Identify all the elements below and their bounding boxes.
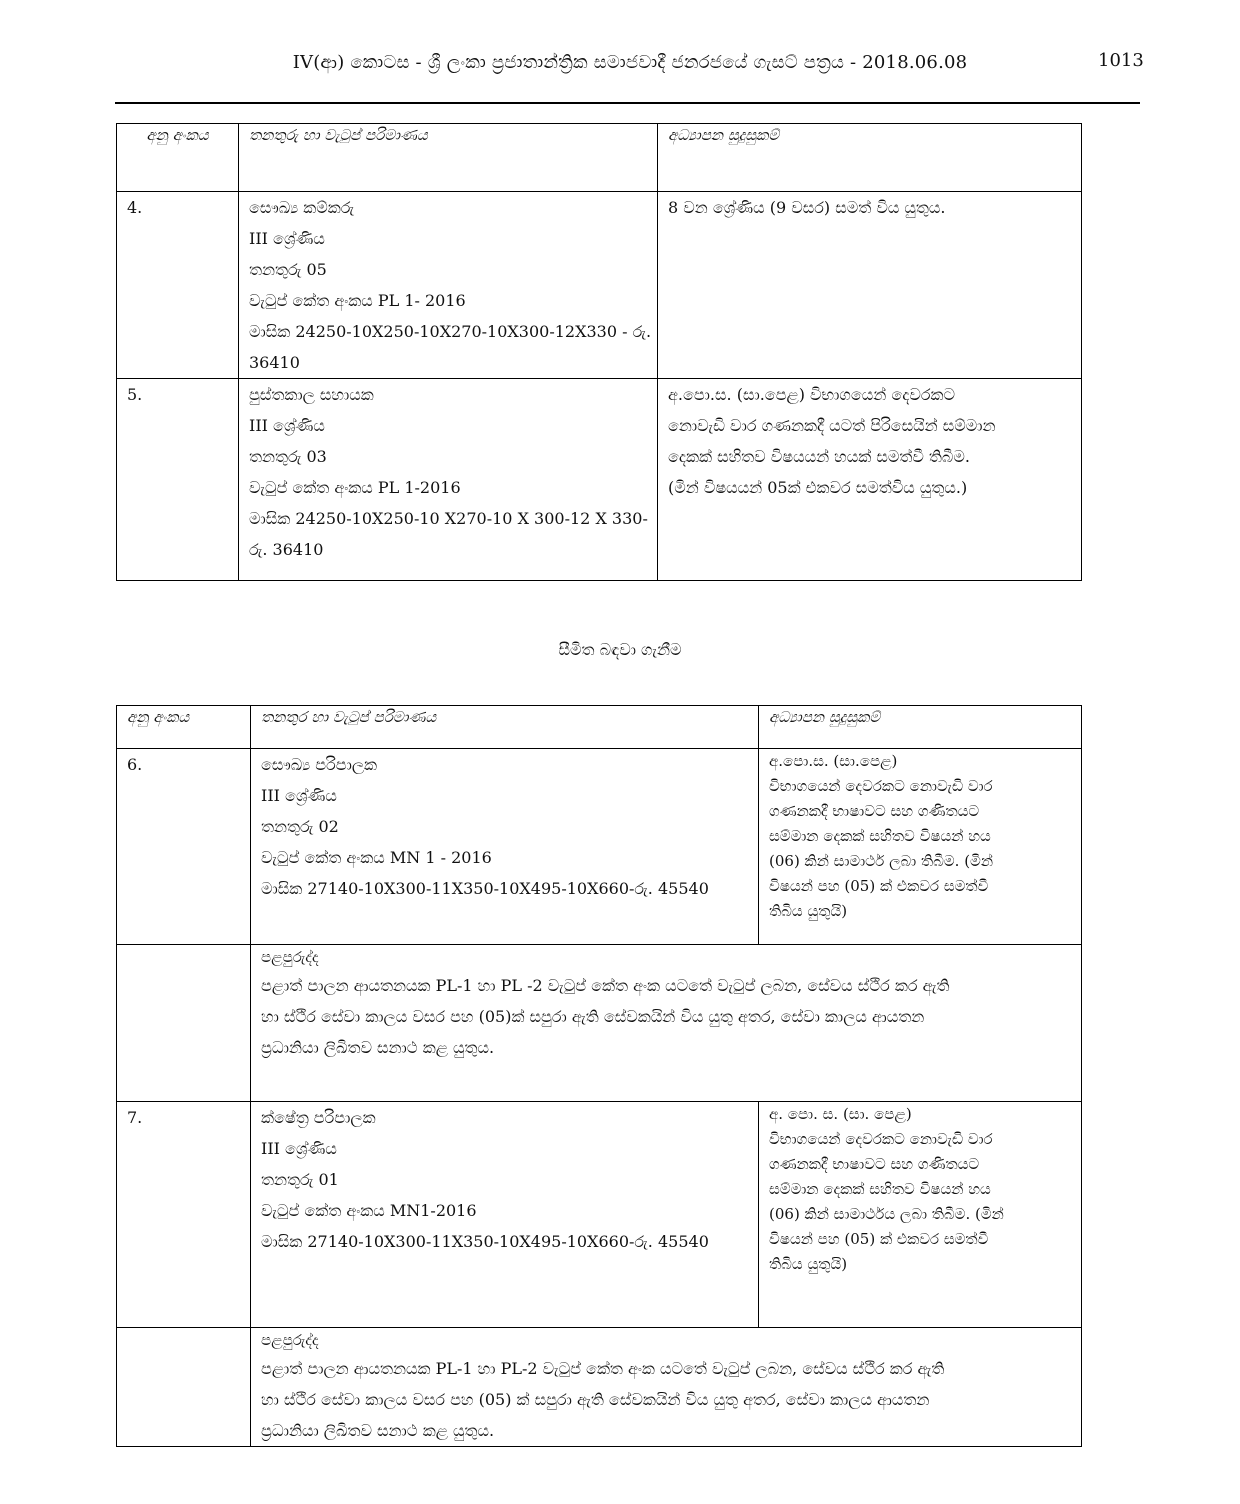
qualification-text: තිබිය යුතුයි) (769, 902, 848, 920)
table-row (117, 379, 1082, 581)
qualifications-cell (759, 749, 1082, 945)
qualification-text: සම්මාන දෙකක් සහිතව විෂයන් හය (769, 827, 991, 845)
empty-serial-cell (117, 1328, 251, 1447)
page-number: 1013 (1098, 50, 1144, 71)
post-grade: III ශ්‍රේණිය (261, 786, 337, 805)
experience-text: පළාත් පාලන ආයතනයක PL-1 හා PL -2 වැටුප් කේත අංක යටතේ වැටුප් ලබන, සේවය ස්ථිර කර ඇති (261, 976, 950, 995)
salary-code: වැටුප් කේත අංකය MN 1 - 2016 (261, 848, 492, 867)
experience-title: පළපුරුද්ද (261, 948, 319, 966)
experience-text: ප්‍රධානියා ලිඛිතව සනාථ කළ යුතුය. (261, 1421, 495, 1440)
table-header-row (117, 124, 1082, 192)
qualification-text: (06) කින් සාමාර්ථය ලබා තිබීම. (මින් (769, 1205, 1004, 1223)
qualifications-cell (759, 1102, 1082, 1328)
post-name: සෞඛ්‍ය කම්කරු (249, 198, 355, 217)
table-row (117, 1102, 1082, 1328)
salary-scale: මාසික 27140-10X300-11X350-10X495-10X660-රු. 45540 (261, 1232, 709, 1251)
qualification-text: විභාගයෙන් දෙවරකට නොවැඩි වාර (769, 777, 993, 795)
salary-code: වැටුප් කේත අංකය PL 1- 2016 (249, 291, 466, 310)
salary-scale: මාසික 24250-10X250-10X270-10X300-12X330 - රු. (249, 322, 652, 341)
post-vacancies: තනතුරු 03 (249, 447, 327, 466)
serial-number: 6. (117, 749, 251, 945)
column-header-qualifications: අධ්‍යාපන සුදුසුකම් (759, 706, 1082, 749)
post-and-salary-cell (239, 379, 658, 581)
salary-code: වැටුප් කේත අංකය MN1-2016 (261, 1201, 477, 1220)
experience-text: හා ස්ථිර සේවා කාලය වසර පහ (05)ක් සපුරා ඇති සේවකයින් විය යුතු අතර, සේවා කාලය ආයතන (261, 1007, 925, 1026)
experience-text: හා ස්ථිර සේවා කාලය වසර පහ (05) ක් සපුරා ඇති සේවකයින් විය යුතු අතර, සේවා කාලය ආයතන (261, 1390, 930, 1409)
empty-serial-cell (117, 945, 251, 1102)
serial-number: 7. (117, 1102, 251, 1328)
serial-number: 4. (117, 192, 239, 379)
serial-number: 5. (117, 379, 239, 581)
experience-cell (251, 945, 1082, 1102)
qualification-text: (මින් විෂයයන් 05ක් එකවර සමත්විය යුතුය.) (668, 478, 968, 497)
qualification-text: ගණනකදී භාෂාවට සහ ගණිතයට (769, 1155, 980, 1173)
post-name: ක්ෂේත්‍ර පරිපාලක (261, 1108, 376, 1127)
post-and-salary-cell (251, 1102, 759, 1328)
salary-scale-end: 36410 (249, 353, 300, 372)
qualification-text: නොවැඩි වාර ගණනකදී යටත් පිරිසෙයින් සම්මාන (668, 416, 996, 435)
section-heading-limited-recruitment: සීමිත බඳවා ගැනීම (558, 640, 682, 659)
post-grade: III ශ්‍රේණිය (261, 1139, 337, 1158)
table-header-row (117, 706, 1082, 749)
experience-cell (251, 1328, 1082, 1447)
experience-text: ප්‍රධානියා ලිඛිතව සනාථ කළ යුතුය. (261, 1038, 495, 1057)
post-name: පුස්තකාල සහායක (249, 385, 374, 404)
experience-row (117, 1328, 1082, 1447)
qualifications-cell (658, 192, 1082, 379)
qualification-text: (06) කින් සාමාර්ථ ලබා තිබීම. (මින් (769, 852, 994, 870)
qualification-text: අ. පො. ස. (සා. පෙළ) (769, 1105, 912, 1123)
gazette-header-title: IV(ආ) කොටස - ශ්‍රී ලංකා ප්‍රජාතාන්ත්‍රික සමාජවාදී ජනරජයේ ගැසට් පත්‍රය - 2018.06.08 (292, 52, 968, 73)
post-grade: III ශ්‍රේණිය (249, 229, 325, 248)
qualification-text: 8 වන ශ්‍රේණිය (9 වසර) සමත් විය යුතුය. (668, 198, 946, 217)
qualification-text: දෙකක් සහිතව විෂයයන් හයක් සමත්වී තිබීම. (668, 447, 970, 466)
experience-row (117, 945, 1082, 1102)
post-grade: III ශ්‍රේණිය (249, 416, 325, 435)
post-name: සෞඛ්‍ය පරිපාලක (261, 755, 378, 774)
header-divider (115, 102, 1140, 104)
table-row (117, 192, 1082, 379)
salary-scale: මාසික 27140-10X300-11X350-10X495-10X660-රු. 45540 (261, 879, 709, 898)
posts-table-1 (116, 123, 1082, 581)
salary-scale: මාසික 24250-10X250-10 X270-10 X 300-12 X 330- (249, 509, 648, 528)
qualification-text: තිබිය යුතුයි) (769, 1255, 848, 1273)
qualification-text: විෂයන් පහ (05) ක් එකවර සමත්වී (769, 1230, 989, 1248)
column-header-serial-no: අනු අංකය (117, 124, 239, 192)
qualification-text: අ.පො.ස. (සා.පෙළ) (769, 752, 898, 770)
column-header-post-salary: තනතුර හා වැටුප් පරිමාණය (251, 706, 759, 749)
qualification-text: ගණනකදී භාෂාවට සහ ගණිතයට (769, 802, 980, 820)
post-vacancies: තනතුරු 01 (261, 1170, 339, 1189)
salary-code: වැටුප් කේත අංකය PL 1-2016 (249, 478, 461, 497)
qualification-text: අ.පො.ස. (සා.පෙළ) විභාගයෙන් දෙවරකට (668, 385, 955, 404)
qualifications-cell (658, 379, 1082, 581)
salary-scale-end: රු. 36410 (249, 540, 324, 559)
column-header-qualifications: අධ්‍යාපන සුදුසුකම් (658, 124, 1082, 192)
post-vacancies: තනතුරු 02 (261, 817, 339, 836)
post-vacancies: තනතුරු 05 (249, 260, 327, 279)
table-row (117, 749, 1082, 945)
experience-title: පළපුරුද්ද (261, 1331, 319, 1349)
column-header-post-salary: තනතුරු හා වැටුප් පරිමාණය (239, 124, 658, 192)
experience-text: පළාත් පාලන ආයතනයක PL-1 හා PL-2 වැටුප් කේත අංක යටතේ වැටුප් ලබන, සේවය ස්ථිර කර ඇති (261, 1359, 945, 1378)
qualification-text: විභාගයෙන් දෙවරකට නොවැඩි වාර (769, 1130, 993, 1148)
post-and-salary-cell (239, 192, 658, 379)
qualification-text: විෂයන් පහ (05) ක් එකවර සමත්වී (769, 877, 989, 895)
post-and-salary-cell (251, 749, 759, 945)
column-header-serial-no: අනු අංකය (117, 706, 251, 749)
posts-table-2 (116, 705, 1082, 1447)
qualification-text: සම්මාන දෙකක් සහිතව විෂයන් හය (769, 1180, 991, 1198)
